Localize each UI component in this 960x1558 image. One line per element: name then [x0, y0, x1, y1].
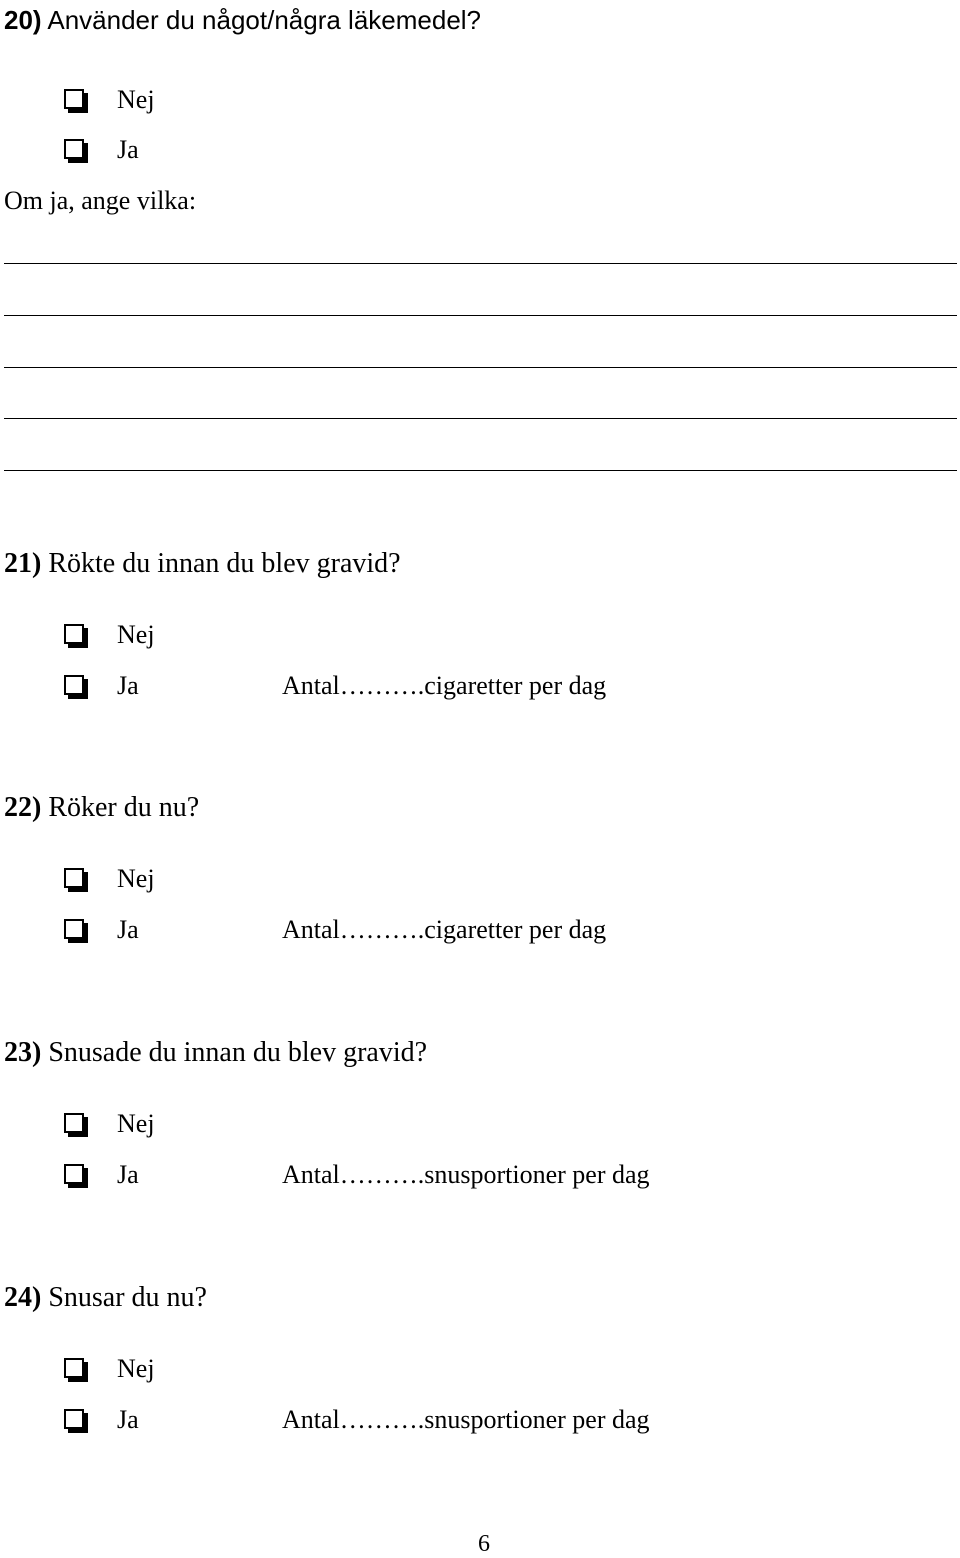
question-21-number: 21) — [4, 548, 42, 579]
q20-answer-line-5[interactable] — [4, 470, 957, 471]
q23-nej-checkbox[interactable] — [64, 1113, 84, 1133]
question-20-number: 20) — [4, 5, 42, 35]
q20-answer-line-1[interactable] — [4, 263, 957, 264]
question-22-title — [4, 791, 199, 825]
question-24-title — [4, 1281, 207, 1315]
q21-ja-label: Ja — [117, 671, 139, 700]
q24-antal-field[interactable]: Antal……….snusportioner per dag — [282, 1405, 650, 1434]
q20-answer-line-4[interactable] — [4, 418, 957, 419]
q24-nej-checkbox[interactable] — [64, 1358, 84, 1378]
q24-ja-checkbox[interactable] — [64, 1409, 84, 1429]
q21-nej-checkbox[interactable] — [64, 624, 84, 644]
q24-nej-label: Nej — [117, 1354, 155, 1383]
question-24-number: 24) — [4, 1282, 42, 1313]
question-21-text: Rökte du innan du blev gravid? — [48, 548, 401, 579]
question-23-title — [4, 1036, 427, 1070]
q20-answer-line-2[interactable] — [4, 315, 957, 316]
q20-nej-label: Nej — [117, 85, 155, 114]
q23-nej-label: Nej — [117, 1109, 155, 1138]
q20-followup-label: Om ja, ange vilka: — [4, 186, 197, 215]
q23-ja-label: Ja — [117, 1160, 139, 1189]
question-23-text: Snusade du innan du blev gravid? — [48, 1037, 428, 1068]
q21-ja-checkbox[interactable] — [64, 675, 84, 695]
question-22-text: Röker du nu? — [48, 792, 200, 823]
question-21-title — [4, 547, 401, 581]
q24-ja-label: Ja — [117, 1405, 139, 1434]
q20-ja-label: Ja — [117, 135, 139, 164]
q22-ja-checkbox[interactable] — [64, 919, 84, 939]
question-24-text: Snusar du nu? — [48, 1282, 207, 1313]
question-20-text: Använder du något/några läkemedel? — [47, 5, 482, 35]
page-number: 6 — [478, 1531, 490, 1557]
q21-antal-field[interactable]: Antal……….cigaretter per dag — [282, 671, 607, 700]
q22-ja-label: Ja — [117, 915, 139, 944]
q23-ja-checkbox[interactable] — [64, 1164, 84, 1184]
q22-nej-label: Nej — [117, 864, 155, 893]
question-23-number: 23) — [4, 1037, 42, 1068]
q20-nej-checkbox[interactable] — [64, 89, 84, 109]
q22-nej-checkbox[interactable] — [64, 868, 84, 888]
question-20-title — [4, 3, 481, 37]
q20-answer-line-3[interactable] — [4, 367, 957, 368]
q21-nej-label: Nej — [117, 620, 155, 649]
question-22-number: 22) — [4, 792, 42, 823]
q23-antal-field[interactable]: Antal……….snusportioner per dag — [282, 1160, 650, 1189]
q20-ja-checkbox[interactable] — [64, 139, 84, 159]
q22-antal-field[interactable]: Antal……….cigaretter per dag — [282, 915, 607, 944]
